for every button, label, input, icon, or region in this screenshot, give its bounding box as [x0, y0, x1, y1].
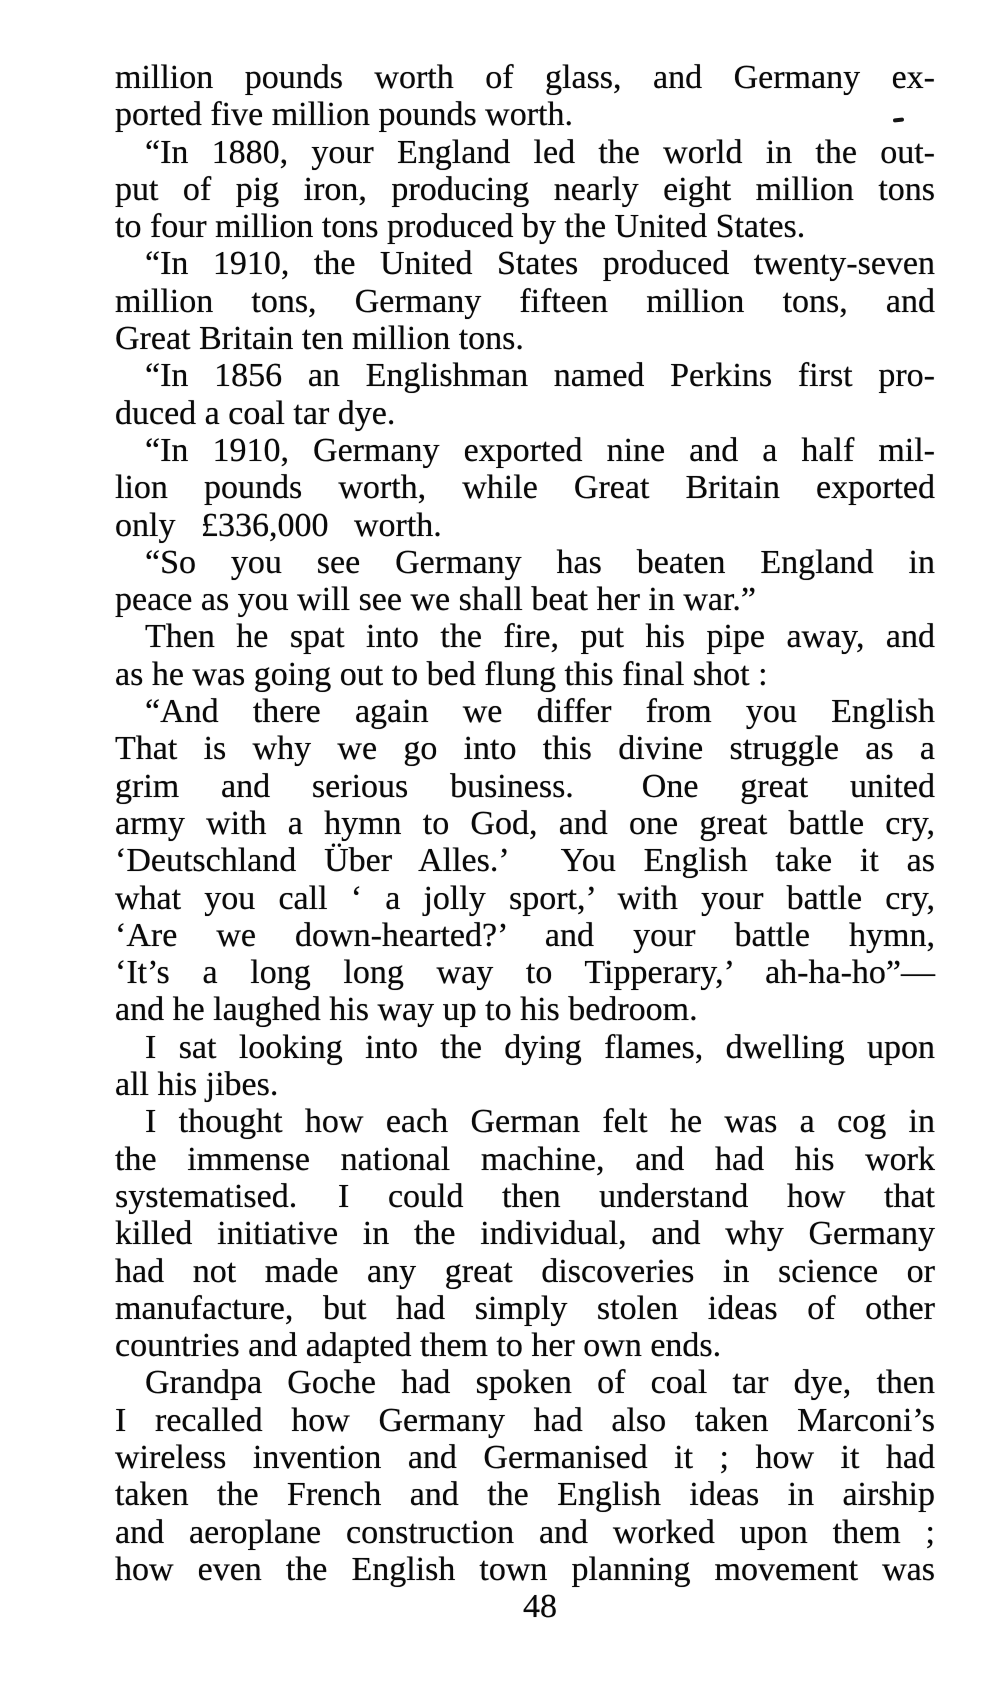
text-line: “So you see Germany has beaten England in	[145, 543, 935, 581]
text-line: the immense national machine, and had his work	[115, 1140, 935, 1178]
text-line: army with a hymn to God, and one great battle cry,	[115, 804, 935, 842]
text-line: I thought how each German felt he was a cog in	[145, 1103, 935, 1141]
text-line: countries and adapted them to her own ends.	[115, 1327, 722, 1365]
text-line: only £336,000 worth.	[115, 506, 442, 544]
paragraph	[115, 134, 935, 246]
text-line: taken the French and the English ideas in airship	[115, 1476, 935, 1514]
paragraph	[115, 693, 935, 1029]
text-line: ported five million pounds worth.	[115, 96, 574, 134]
text-line: killed initiative in the individual, and why Germany	[115, 1215, 935, 1253]
text-line: what you call ‘ a jolly sport,’ with your battle cry,	[115, 879, 935, 917]
text-line: as he was going out to bed flung this final shot :	[115, 655, 768, 693]
text-line: ‘Deutschland Über Alles.’ You English take it as	[115, 842, 935, 880]
paragraph	[115, 245, 935, 357]
page-text	[115, 59, 935, 1588]
text-line: systematised. I could then understand how that	[115, 1177, 935, 1215]
text-line: “In 1910, Germany exported nine and a half mil-	[145, 431, 935, 469]
paragraph	[115, 432, 935, 544]
text-line: peace as you will see we shall beat her in war.”	[115, 581, 757, 619]
text-line: to four million tons produced by the United States.	[115, 208, 806, 246]
paragraph	[115, 1103, 935, 1364]
paragraph	[115, 618, 935, 693]
text-line: “In 1880, your England led the world in the out-	[145, 133, 935, 171]
text-line: million tons, Germany fifteen million tons, and	[115, 282, 935, 320]
text-line: had not made any great discoveries in science or	[115, 1252, 935, 1290]
paragraph	[115, 544, 935, 619]
text-line: put of pig iron, producing nearly eight million tons	[115, 170, 935, 208]
text-line: Then he spat into the fire, put his pipe away, and	[145, 618, 935, 656]
text-line: and aeroplane construction and worked upon them ;	[115, 1513, 935, 1551]
paragraph	[115, 357, 935, 432]
text-line: ‘It’s a long long way to Tipperary,’ ah-ha-ho”—	[115, 954, 935, 992]
text-line: duced a coal tar dye.	[115, 394, 396, 432]
text-line: all his jibes.	[115, 1066, 279, 1104]
text-line: grim and serious business. One great united	[115, 767, 935, 805]
text-line: manufacture, but had simply stolen ideas of other	[115, 1289, 935, 1327]
paragraph	[115, 59, 935, 134]
text-line: I sat looking into the dying flames, dwelling upon	[145, 1028, 935, 1066]
text-line: That is why we go into this divine struggle as a	[115, 730, 935, 768]
paragraph	[115, 1364, 935, 1588]
text-line: Great Britain ten million tons.	[115, 320, 524, 358]
text-line: million pounds worth of glass, and Germany ex-	[115, 59, 935, 96]
text-line: and he laughed his way up to his bedroom.	[115, 991, 698, 1029]
paragraph	[115, 1029, 935, 1104]
text-line: Grandpa Goche had spoken of coal tar dye, then	[145, 1364, 935, 1402]
text-line: ‘Are we down-hearted?’ and your battle hymn,	[115, 916, 935, 954]
text-line: “In 1910, the United States produced twenty-seven	[145, 245, 935, 283]
page-number: 48	[523, 1588, 557, 1625]
text-line: “And there again we differ from you English	[145, 693, 935, 731]
text-line: wireless invention and Germanised it ; how it had	[115, 1438, 935, 1476]
text-line: how even the English town planning movement was	[115, 1550, 935, 1588]
text-line: lion pounds worth, while Great Britain exported	[115, 469, 935, 507]
text-line: I recalled how Germany had also taken Marconi’s	[115, 1401, 935, 1439]
text-line: “In 1856 an Englishman named Perkins first pro-	[145, 357, 935, 395]
